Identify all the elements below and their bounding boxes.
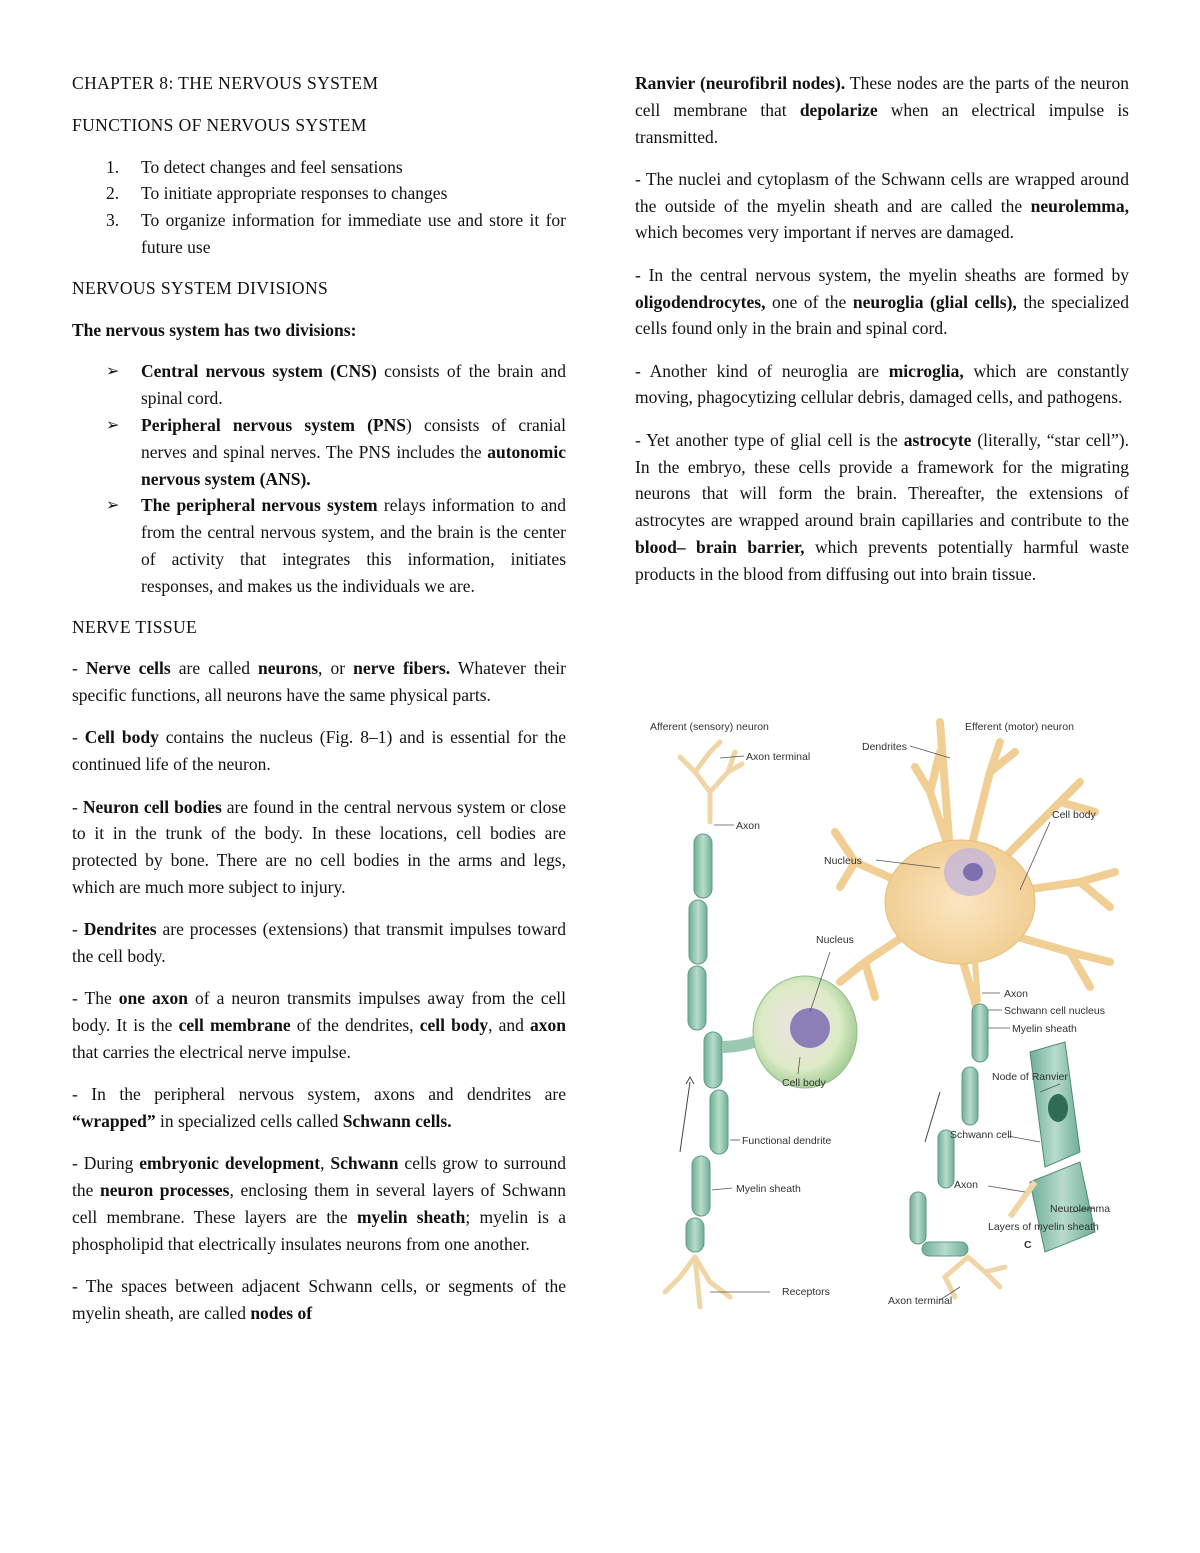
label-nucleus-right: Nucleus: [824, 855, 862, 867]
label-axon-terminal-bottom: Axon terminal: [888, 1295, 953, 1307]
motor-axon-hillock: [975, 962, 978, 1002]
paragraph: Ranvier (neurofibril nodes). These nodes are the parts of the neuron cell membrane that depolarize when an electrical impulse is transmitted.: [635, 73, 1130, 147]
label-schwann-nucleus: Schwann cell nucleus: [1004, 1005, 1105, 1017]
list-item: 3. To organize information for immediate use and store it for future use: [106, 210, 566, 257]
label-functional-dendrite: Functional dendrite: [742, 1135, 832, 1147]
list-item: 1. To detect changes and feel sensations: [106, 156, 403, 177]
paragraph: - Yet another type of glial cell is the astrocyte (literally, “star cell”). In the embryo, these cells provide a framework for the migrating neurons that will form the brain. Thereafter, the extensions of astrocytes are wrapped around brain capillaries and contribute to the blood– brain barrier, which prevents potentially harmful waste products in the blood from diffusing out into brain tissue.: [635, 429, 1130, 584]
chapter-title: CHAPTER 8: THE NERVOUS SYSTEM: [72, 73, 379, 93]
list-item: ➢ The peripheral nervous system relays information to and from the central nervous system, and the brain is the center of activity that integrates this information, initiates responses, and makes us the individuals we are.: [72, 492, 566, 599]
right-column: [635, 70, 1129, 603]
label-axon-terminal-top: Axon terminal: [746, 751, 811, 763]
list-item: ➢ Peripheral nervous system (PNS) consists of cranial nerves and spinal nerves. The PNS includes the autonomic nervous system (ANS).: [72, 412, 566, 492]
label-axon-inset: Axon: [954, 1179, 978, 1191]
nerve-tissue-heading: NERVE TISSUE: [72, 616, 198, 637]
paragraph: - The nuclei and cytoplasm of the Schwann cells are wrapped around the outside of the myelin sheath and are called the neurolemma, which becomes very important if nerves are damaged.: [635, 168, 1129, 243]
paragraph: - Nerve cells are called neurons, or nerve fibers. Whatever their specific functions, all neurons have the same physical parts.: [72, 658, 566, 706]
paragraph: - The spaces between adjacent Schwann cells, or segments of the myelin sheath, are called nodes of: [72, 1275, 566, 1323]
divisions-heading: NERVOUS SYSTEM DIVISIONS: [72, 277, 329, 298]
label-axon-right: Axon: [1004, 988, 1028, 1000]
label-myelin-sheath-left: Myelin sheath: [736, 1183, 801, 1195]
functions-list: [72, 154, 566, 261]
left-column: [72, 70, 566, 1342]
paragraph: - Cell body contains the nucleus (Fig. 8–1) and is essential for the continued life of the neuron.: [72, 727, 567, 775]
label-layers-myelin: Layers of myelin sheath: [988, 1221, 1099, 1233]
list-item: ➢ Central nervous system (CNS) consists of the brain and spinal cord.: [72, 358, 566, 412]
arrow-bullet-icon: ➢: [106, 414, 120, 434]
title-efferent: Efferent (motor) neuron: [965, 721, 1074, 733]
label-receptors: Receptors: [782, 1286, 830, 1298]
motor-nucleolus: [963, 863, 983, 881]
neuron-figure: [640, 712, 1130, 1320]
paragraph: - During embryonic development, Schwann cells grow to surround the neuron processes, enclosing them in several layers of Schwann cell membrane. These layers are the myelin sheath; myelin is a phospholipid that electrically insulates neurons from one another.: [72, 1153, 567, 1254]
sensory-axon-terminal: [680, 742, 742, 822]
functions-heading: FUNCTIONS OF NERVOUS SYSTEM: [72, 114, 367, 135]
divisions-list: [72, 358, 566, 599]
title-afferent: Afferent (sensory) neuron: [650, 721, 769, 733]
paragraph: - Another kind of neuroglia are microglia, which are constantly moving, phagocytizing cellular debris, damaged cells, and pathogens.: [635, 360, 1129, 408]
label-cell-body-left: Cell body: [782, 1077, 826, 1089]
motor-direction-arrow: [925, 1092, 940, 1142]
paragraph: - The one axon of a neuron transmits impulses away from the cell body. It is the cell membrane of the dendrites, cell body, and axon that carries the electrical nerve impulse.: [72, 988, 567, 1062]
label-nucleus-left: Nucleus: [816, 934, 854, 946]
sensory-nucleus: [790, 1008, 830, 1048]
neuron-diagram: [640, 712, 1130, 1320]
sensory-receptors: [665, 1257, 730, 1307]
label-schwann-cell: Schwann cell: [950, 1129, 1012, 1141]
paragraph: - Neuron cell bodies are found in the central nervous system or close to it in the trunk of the body. In these locations, cell bodies are protected by bone. There are no cell bodies in the arms and legs, which are much more subject to injury.: [72, 796, 567, 897]
arrow-bullet-icon: ➢: [106, 361, 120, 381]
label-myelin-sheath-right: Myelin sheath: [1012, 1023, 1077, 1035]
paragraph: - Dendrites are processes (extensions) that transmit impulses toward the cell body.: [72, 919, 567, 967]
label-cell-body-right: Cell body: [1052, 809, 1096, 821]
label-neurolemma: Neurolemma: [1050, 1203, 1111, 1215]
label-inset-letter: C: [1024, 1239, 1032, 1251]
divisions-intro: The nervous system has two divisions:: [72, 319, 357, 340]
label-axon-left: Axon: [736, 820, 760, 832]
label-dendrites: Dendrites: [862, 741, 907, 753]
label-node-ranvier: Node of Ranvier: [992, 1071, 1068, 1083]
sensory-direction-arrow: [680, 1082, 690, 1152]
paragraph: - In the central nervous system, the myelin sheaths are formed by oligodendrocytes, one of the neuroglia (glial cells), the specialized cells found only in the brain and spinal cord.: [635, 264, 1129, 339]
paragraph: - In the peripheral nervous system, axons and dendrites are “wrapped” in specialized cells called Schwann cells.: [72, 1084, 566, 1131]
arrow-bullet-icon: ➢: [106, 495, 120, 515]
list-item: 2. To initiate appropriate responses to changes: [106, 183, 448, 204]
